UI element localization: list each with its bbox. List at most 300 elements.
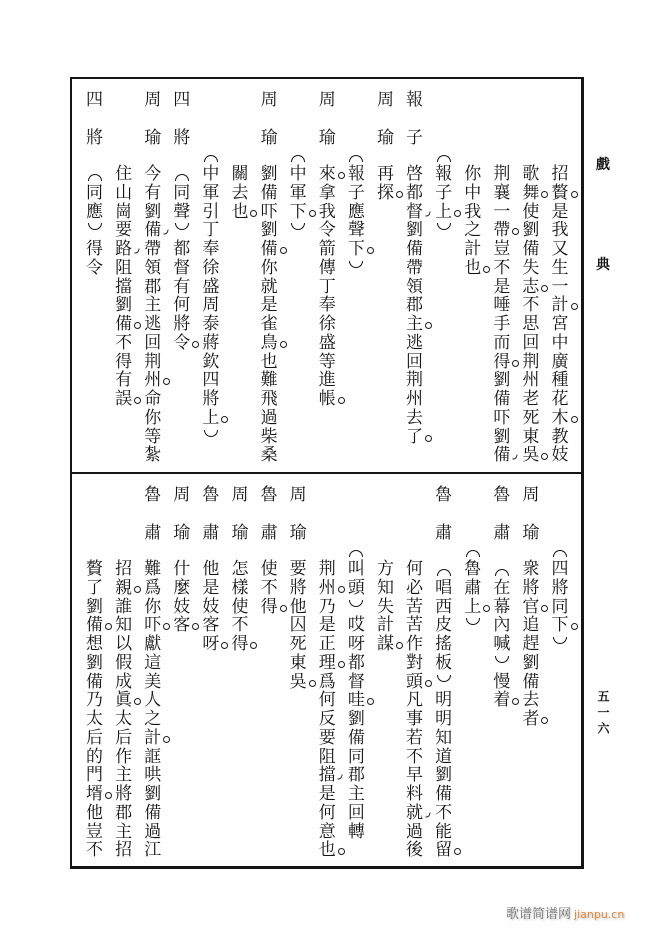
glyph: 劉: [260, 164, 278, 184]
speaker-glyph: 將: [173, 127, 191, 148]
glyph: 中: [464, 182, 482, 203]
glyph: 妓: [202, 596, 220, 617]
glyph: 囚: [289, 615, 307, 636]
glyph: 招: [115, 559, 133, 579]
glyph: 雀: [260, 314, 278, 334]
script-column: [109, 78, 138, 472]
punctuation-circle: [512, 360, 519, 367]
glyph: 假: [115, 652, 133, 673]
lower-columns: [80, 473, 575, 867]
script-column: [284, 78, 313, 472]
glyph: 備: [144, 802, 162, 823]
speaker-glyph: 瑜: [144, 127, 162, 148]
script-column: [516, 473, 545, 867]
glyph: 荆: [144, 351, 162, 372]
glyph: 州: [317, 579, 337, 598]
glyph: 備: [522, 239, 540, 259]
glyph: 眞: [114, 691, 134, 710]
line-text: [400, 165, 429, 446]
glyph: 有: [144, 182, 162, 203]
line-text: [138, 165, 167, 465]
glyph: 木: [550, 409, 570, 428]
punctuation-circle: [280, 247, 287, 254]
glyph: 怎: [231, 559, 249, 579]
speaker-glyph: 肅: [493, 522, 511, 543]
glyph: 計: [143, 729, 163, 748]
glyph: 備: [85, 616, 105, 635]
glyph: 劉: [144, 784, 162, 804]
glyph: 襄: [493, 182, 511, 203]
glyph: 領: [406, 276, 424, 297]
glyph: 備: [522, 671, 540, 692]
glyph: 你: [144, 596, 162, 617]
glyph: 叫: [347, 559, 365, 579]
glyph: 報: [347, 164, 365, 184]
speaker-glyph: 周: [318, 89, 336, 110]
line-text: [429, 560, 458, 860]
glyph: 同: [86, 182, 104, 203]
glyph: 得: [259, 598, 279, 617]
glyph: 帶: [144, 239, 162, 259]
glyph: 必: [406, 577, 424, 598]
glyph: 要: [318, 727, 336, 748]
glyph: 督: [405, 203, 425, 222]
glyph: 何: [318, 802, 336, 823]
glyph: 都: [173, 239, 191, 259]
page-number: 五一六: [596, 690, 610, 738]
glyph: 劉: [115, 295, 133, 316]
script-column: [458, 78, 487, 472]
glyph: 花: [551, 389, 569, 409]
glyph: 探: [375, 184, 395, 203]
speaker-glyph: 肅: [144, 522, 162, 543]
punctuation-circle: [425, 435, 432, 442]
glyph: 引: [202, 201, 220, 222]
close-parenthesis: [201, 428, 221, 447]
glyph: 擋: [317, 766, 337, 785]
script-column: [196, 473, 225, 867]
script-column: [400, 78, 429, 472]
glyph: 得: [230, 635, 250, 654]
speaker-name: [313, 473, 342, 553]
glyph: 報: [435, 164, 453, 184]
glyph: 盛: [318, 332, 336, 353]
glyph: 要: [289, 559, 307, 579]
punctuation-circle: [338, 397, 345, 404]
glyph: 乃: [318, 596, 336, 617]
glyph: 道: [435, 746, 453, 767]
glyph: 上: [201, 409, 221, 428]
close-parenthesis: [492, 654, 512, 673]
glyph: 柴: [260, 426, 278, 447]
glyph: 豈: [86, 821, 104, 842]
line-text: [109, 165, 138, 409]
glyph: 得: [115, 351, 133, 372]
glyph: 計: [376, 615, 394, 636]
glyph: 早: [406, 765, 424, 786]
line-text: [342, 541, 371, 841]
glyph: 是: [493, 276, 511, 297]
glyph: 你: [144, 407, 162, 428]
script-column: [545, 473, 574, 867]
speaker-name: [400, 78, 429, 158]
glyph: 回: [144, 332, 162, 353]
glyph: 紮: [144, 445, 162, 466]
speaker-name: [458, 78, 487, 158]
glyph: 樣: [231, 577, 249, 598]
glyph: 奉: [202, 239, 220, 259]
glyph: 轉: [347, 821, 365, 842]
speaker-glyph: 瑜: [173, 522, 191, 543]
watermark-domain: jianpu.cn: [574, 908, 625, 921]
punctuation-circle: [571, 623, 578, 630]
glyph: 不: [406, 746, 424, 767]
script-column: [138, 473, 167, 867]
glyph: 招: [115, 840, 133, 861]
speaker-name: [429, 473, 458, 553]
glyph: 唾: [493, 295, 511, 316]
speaker-glyph: 子: [406, 127, 424, 148]
glyph: 死: [289, 634, 307, 654]
glyph: 計: [550, 296, 570, 315]
open-parenthesis: [85, 165, 105, 184]
glyph: 頭: [347, 577, 365, 598]
glyph: 阻: [318, 746, 336, 767]
speaker-glyph: 報: [406, 89, 424, 110]
glyph: 正: [318, 634, 336, 654]
glyph: 劉: [144, 201, 162, 222]
speaker-glyph: 周: [522, 484, 540, 505]
glyph: 是: [318, 784, 336, 804]
glyph: 都: [406, 182, 424, 203]
glyph: 使: [260, 559, 278, 579]
glyph: 同: [347, 746, 365, 767]
glyph: 老: [522, 389, 540, 409]
glyph: 等: [144, 426, 162, 447]
glyph: 是: [318, 615, 336, 636]
glyph: 贅: [86, 559, 104, 579]
speaker-glyph: 魯: [493, 484, 511, 505]
glyph: 哇: [346, 691, 366, 710]
speaker-name: [371, 78, 400, 158]
glyph: 將: [115, 784, 133, 804]
glyph: 衆: [522, 559, 540, 579]
glyph: 領: [144, 257, 162, 278]
glyph: 我: [464, 201, 482, 222]
glyph: 中: [551, 332, 569, 353]
script-column: [80, 473, 109, 867]
script-column: [255, 78, 284, 472]
punctuation-circle: [571, 303, 578, 310]
glyph: 擋: [115, 276, 133, 297]
close-parenthesis: [346, 598, 366, 617]
glyph: 難: [144, 559, 162, 579]
line-text: [313, 560, 342, 860]
glyph: 阻: [115, 257, 133, 278]
glyph: 將: [522, 577, 540, 598]
glyph: 上: [463, 598, 483, 617]
glyph: 備: [493, 389, 511, 409]
glyph: 備: [435, 784, 453, 804]
glyph: 備: [259, 240, 279, 259]
glyph: 去: [522, 690, 540, 711]
open-parenthesis: [434, 146, 454, 165]
speaker-name: [371, 473, 400, 553]
glyph: 劉: [86, 652, 104, 673]
speaker-name: [225, 78, 254, 158]
glyph: 招: [551, 164, 569, 184]
glyph: 後: [406, 840, 424, 861]
glyph: 將: [173, 314, 191, 334]
glyph: 苦: [406, 615, 424, 636]
line-text: [138, 560, 167, 860]
script-column: [545, 78, 574, 472]
glyph: 過: [144, 821, 162, 842]
glyph: 親: [114, 579, 134, 598]
glyph: 關: [231, 164, 249, 184]
glyph: 明: [435, 709, 453, 729]
line-text: [458, 165, 487, 278]
glyph: 呀: [201, 635, 221, 654]
glyph: 鳥: [259, 334, 279, 353]
glyph: 也: [317, 841, 337, 860]
glyph: 要: [115, 220, 133, 241]
speaker-name: [109, 473, 138, 553]
speaker-name: [284, 473, 313, 553]
glyph: 使: [522, 201, 540, 222]
speaker-name: [487, 473, 516, 553]
line-text: [109, 560, 138, 860]
glyph: 幕: [493, 596, 511, 617]
speaker-glyph: 瑜: [376, 127, 394, 148]
glyph: 對: [406, 652, 424, 673]
glyph: 主: [144, 295, 162, 316]
glyph: 劉: [406, 220, 424, 241]
line-text: [80, 165, 109, 278]
speaker-glyph: 瑜: [231, 522, 249, 543]
line-text: [313, 165, 342, 409]
open-parenthesis: [288, 146, 308, 165]
line-text: [487, 560, 516, 710]
glyph: 就: [405, 804, 425, 823]
open-parenthesis: [492, 560, 512, 579]
punctuation-circle: [105, 792, 112, 799]
glyph: 中: [289, 164, 307, 184]
glyph: 你: [464, 164, 482, 184]
glyph: 廣: [551, 351, 569, 372]
close-parenthesis: [434, 221, 454, 240]
glyph: 傳: [318, 257, 336, 278]
line-text: [255, 560, 284, 616]
punctuation-circle: [163, 736, 170, 743]
glyph: 作: [115, 746, 133, 767]
glyph: 知: [115, 615, 133, 636]
glyph: 事: [406, 709, 424, 729]
glyph: 也: [463, 259, 483, 278]
glyph: 督: [347, 671, 365, 692]
glyph: 回: [406, 351, 424, 372]
speaker-name: [516, 473, 545, 553]
line-text: [80, 560, 109, 860]
glyph: 是: [551, 201, 569, 222]
glyph: 令: [86, 257, 104, 278]
glyph: 謀: [375, 635, 395, 654]
glyph: 什: [173, 559, 191, 579]
script-column: [284, 473, 313, 867]
open-parenthesis: [463, 541, 483, 560]
glyph: 也: [260, 351, 278, 372]
glyph: 子: [347, 182, 365, 203]
glyph: 帶: [406, 257, 424, 278]
glyph: 吓: [143, 616, 163, 635]
speaker-name: [516, 78, 545, 158]
line-text: [516, 560, 545, 729]
punctuation-circle: [425, 322, 432, 329]
open-parenthesis: [434, 560, 454, 579]
glyph: 有: [173, 276, 191, 297]
speaker-name: [400, 473, 429, 553]
glyph: 獻: [144, 634, 162, 654]
glyph: 中: [202, 164, 220, 184]
glyph: 住: [115, 164, 133, 184]
glyph: 泰: [202, 314, 220, 334]
glyph: 哎: [347, 615, 365, 636]
glyph: 命: [144, 389, 162, 409]
glyph: 理: [317, 654, 337, 673]
glyph: 子: [435, 182, 453, 203]
punctuation-circle: [541, 605, 548, 612]
glyph: 得: [86, 239, 104, 259]
punctuation-circle: [338, 586, 345, 593]
speaker-name: [80, 473, 109, 553]
glyph: 宮: [551, 314, 569, 334]
script-column: [167, 78, 196, 472]
open-parenthesis: [172, 165, 192, 184]
glyph: 留: [434, 841, 454, 860]
speaker-glyph: 將: [86, 127, 104, 148]
glyph: 這: [144, 652, 162, 673]
punctuation-circle: [396, 642, 403, 649]
punctuation-circle: [483, 266, 490, 273]
glyph: 是: [202, 577, 220, 598]
line-text: [516, 165, 545, 465]
glyph: 太: [115, 709, 133, 729]
glyph: 過: [406, 821, 424, 842]
glyph: 回: [347, 802, 365, 823]
punctuation-circle: [425, 680, 432, 687]
glyph: 備: [406, 239, 424, 259]
glyph: 者: [521, 710, 541, 729]
glyph: 也: [230, 203, 250, 222]
glyph: 主: [405, 315, 425, 334]
glyph: 得: [492, 353, 512, 372]
speaker-glyph: 周: [289, 484, 307, 505]
script-column: [400, 473, 429, 867]
glyph: 丁: [202, 220, 220, 241]
glyph: 而: [493, 332, 511, 353]
glyph: 就: [260, 276, 278, 297]
punctuation-circle: [483, 605, 490, 612]
glyph: 喊: [493, 634, 511, 654]
line-text: [487, 165, 516, 465]
close-parenthesis: [172, 221, 192, 240]
glyph: 徐: [202, 257, 220, 278]
speaker-glyph: 四: [86, 89, 104, 110]
speaker-name: [255, 78, 284, 158]
glyph: 主: [347, 784, 365, 804]
line-text: [167, 165, 196, 353]
script-column: [313, 473, 342, 867]
glyph: 一: [493, 201, 511, 222]
glyph: 了: [405, 428, 425, 447]
glyph: 我: [551, 220, 569, 241]
glyph: 爲: [144, 577, 162, 598]
glyph: 督: [173, 257, 191, 278]
glyph: 皮: [435, 615, 453, 636]
speaker-name: [138, 78, 167, 158]
script-column: [371, 78, 400, 472]
punctuation-circle: [280, 341, 287, 348]
glyph: 板: [435, 652, 453, 673]
glyph: 魯: [464, 559, 482, 579]
glyph: 太: [86, 709, 104, 729]
glyph: 郡: [115, 802, 133, 823]
glyph: 何: [173, 295, 191, 316]
glyph: 不: [115, 332, 133, 353]
glyph: 今: [144, 164, 162, 184]
glyph: 計: [464, 239, 482, 259]
speaker-glyph: 肅: [260, 522, 278, 543]
glyph: 徐: [318, 314, 336, 334]
punctuation-circle: [338, 848, 345, 855]
punctuation-circle: [396, 191, 403, 198]
glyph: 失: [522, 257, 540, 278]
glyph: 荆: [522, 351, 540, 372]
glyph: 啓: [406, 164, 424, 184]
speaker-glyph: 瑜: [522, 522, 540, 543]
glyph: 劉: [522, 220, 540, 241]
line-text: [458, 541, 487, 635]
glyph: 不: [86, 840, 104, 861]
glyph: 劉: [522, 652, 540, 673]
upper-text-panel: [71, 78, 581, 472]
close-parenthesis: [288, 221, 308, 240]
speaker-glyph: 魯: [260, 484, 278, 505]
glyph: 備: [143, 221, 163, 240]
glyph: 美: [144, 671, 162, 692]
script-column: [458, 473, 487, 867]
speaker-glyph: 周: [376, 89, 394, 110]
line-text: [196, 560, 225, 654]
punctuation-circle: [454, 210, 461, 217]
glyph: 州: [522, 370, 540, 391]
punctuation-circle: [541, 285, 548, 292]
speaker-glyph: 瑜: [318, 127, 336, 148]
speaker-name: [167, 473, 196, 553]
punctuation-circle: [338, 172, 345, 179]
glyph: 爲: [318, 671, 336, 692]
script-column: [109, 473, 138, 867]
glyph: 一: [551, 276, 569, 297]
open-parenthesis: [550, 541, 570, 560]
glyph: 知: [435, 727, 453, 748]
glyph: 蔣: [202, 332, 220, 353]
glyph: 的: [86, 746, 104, 767]
close-parenthesis: [85, 221, 105, 240]
speaker-glyph: 肅: [202, 522, 220, 543]
script-column: [225, 473, 254, 867]
glyph: 凡: [406, 690, 424, 711]
